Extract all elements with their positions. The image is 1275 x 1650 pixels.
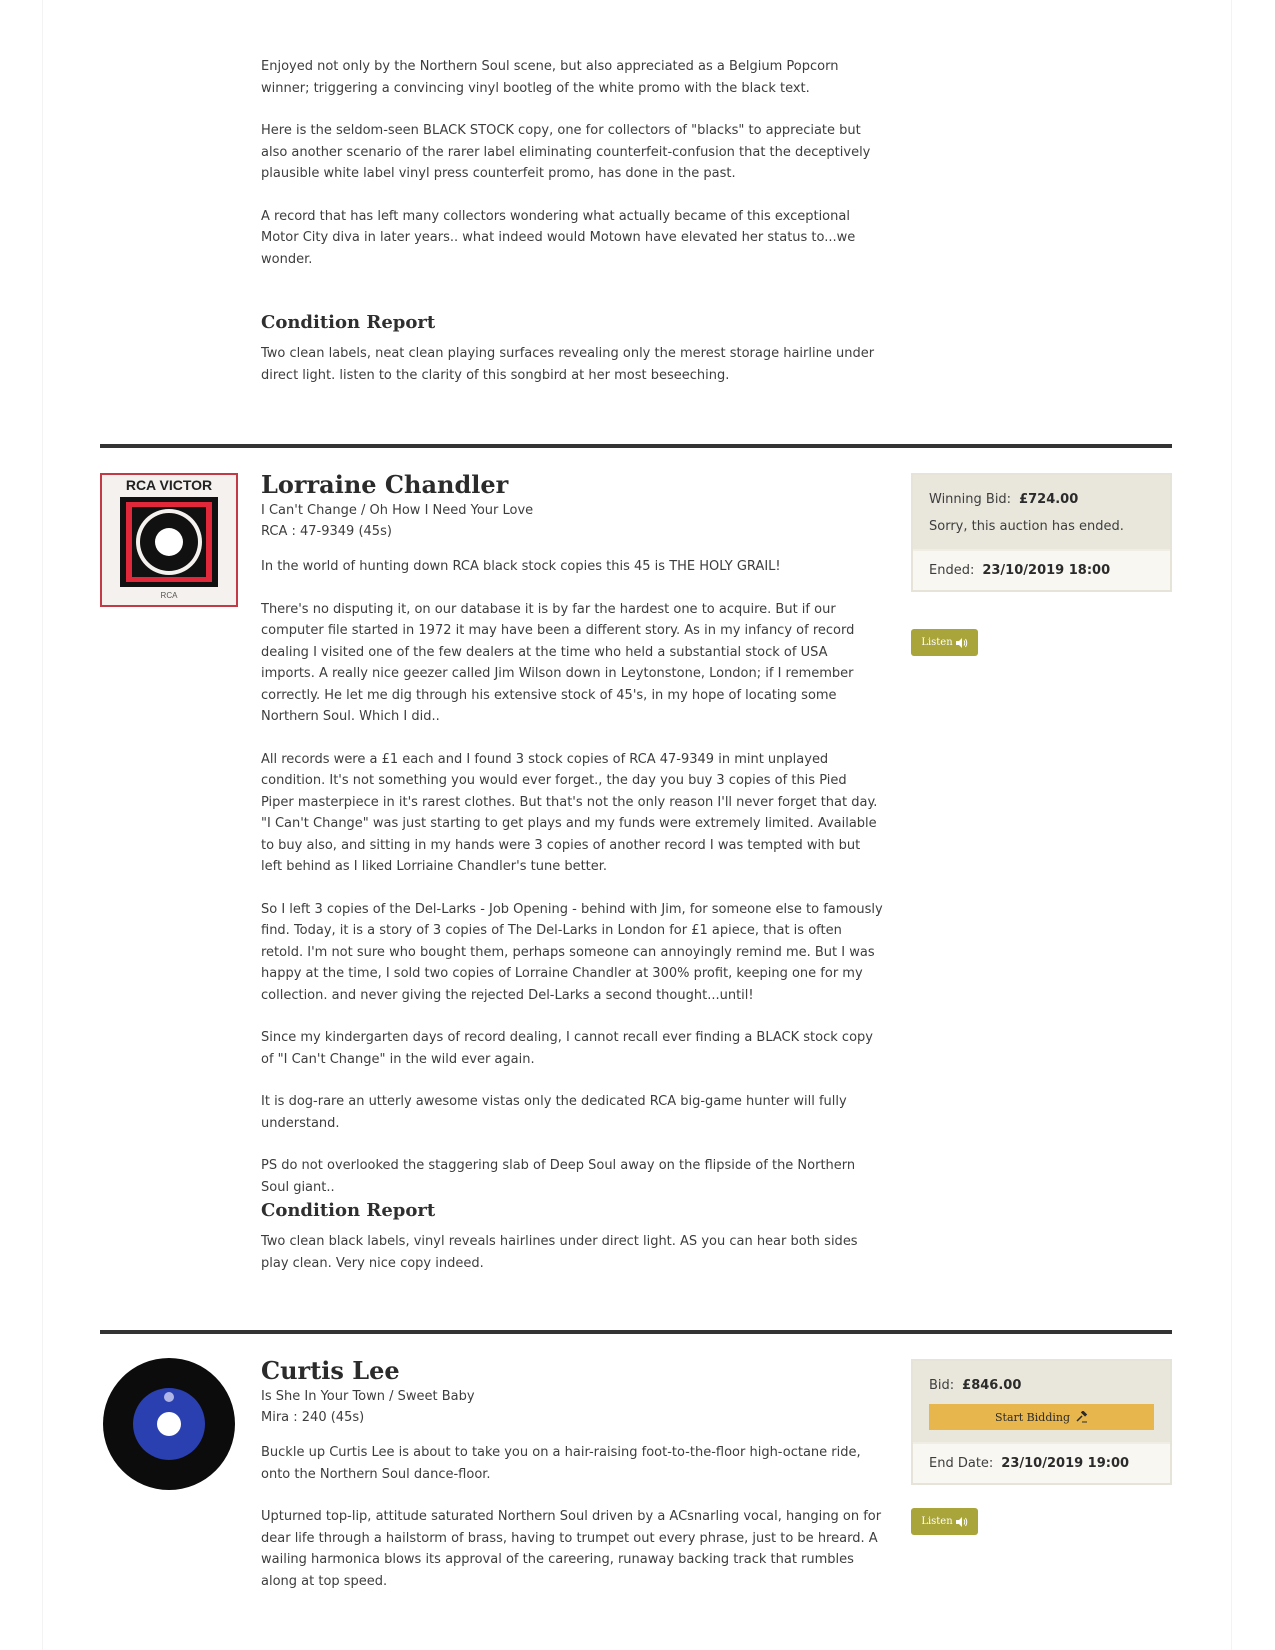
- description-paragraph: Upturned top-lip, attitude saturated Northern Soul driven by a ACsnarling vocal, hanging on for dear life through a hailstorm of brass, having to trumpet out every phrase, just to be hreard. A wailing harmonica blows its approval of the careering, runaway backing track that rumbles along at top speed.: [261, 1509, 882, 1589]
- listen-label: Listen: [921, 637, 953, 648]
- condition-report-text: Two clean black labels, vinyl reveals hairlines under direct light. AS you can hear both sides play clean. Very nice copy indeed.: [261, 1234, 858, 1271]
- lot-header-lorraine-chandler: [261, 470, 883, 542]
- condition-report-title: Condition Report: [261, 1200, 436, 1221]
- ended-value: 23/10/2019 18:00: [982, 563, 1111, 578]
- condition-report-text: Two clean labels, neat clean playing surfaces revealing only the merest storage hairline under direct light. listen to the clarity of this songbird at her most beseeching.: [261, 346, 875, 383]
- current-bid-row: [929, 1375, 1154, 1396]
- previous-condition-report: [261, 312, 883, 407]
- lot-divider: [100, 1330, 1172, 1334]
- svg-text:RCA VICTOR: RCA VICTOR: [125, 477, 213, 493]
- start-bidding-button[interactable]: [929, 1404, 1154, 1430]
- condition-report: [261, 1200, 883, 1295]
- lot-divider: [100, 444, 1172, 448]
- gavel-icon: [1076, 1411, 1088, 1423]
- rca-sleeve-image: [100, 473, 238, 607]
- description-paragraph: PS do not overlooked the staggering slab of Deep Soul away on the flipside of the Northern Soul giant..: [261, 1158, 856, 1195]
- description-paragraph: So I left 3 copies of the Del-Larks - Job Opening - behind with Jim, for someone else to famously find. Today, it is a story of 3 copies of The Del-Larks in London for £1 apiece, that is often retold. I'm not sure who bought them, perhaps someone can annoyingly remind me. But I was happy at the time, I sold two copies of Lorraine Chandler at 300% profit, keeping one for my collection. and never giving the rejected Del-Larks a second thought...until!: [261, 901, 883, 1003]
- lot-description: [261, 1442, 883, 1613]
- winning-bid-amount: £724.00: [1019, 492, 1079, 507]
- end-date-row: [913, 549, 1170, 590]
- end-date-value: 23/10/2019 19:00: [1001, 1456, 1130, 1471]
- mira-record-image: [100, 1357, 238, 1491]
- lot-header-curtis-lee: [261, 1356, 883, 1428]
- condition-report-title: Condition Report: [261, 312, 436, 333]
- previous-lot-description: [261, 56, 883, 291]
- lot-description: [261, 556, 883, 1219]
- speaker-icon: [956, 638, 968, 648]
- bidding-panel: [911, 1359, 1172, 1485]
- winning-bid-row: [929, 489, 1154, 510]
- auction-status-panel: [911, 473, 1172, 592]
- listen-button[interactable]: [911, 629, 978, 656]
- record-titles: I Can't Change / Oh How I Need Your Love: [261, 503, 534, 518]
- description-paragraph: There's no disputing it, on our database it is by far the hardest one to acquire. But if our computer file started in 1972 it may have been a different story. As in my infancy of record dealing I visited one of the few dealers at the time who held a substantial stock of USA imports. A really nice geezer called Jim Wilson down in Leytonstone, London; if I remember correctly. He let me dig through his extensive stock of 45's, in my hope of locating some Northern Soul. Which I did..: [261, 601, 855, 724]
- description-paragraph: Here is the seldom-seen BLACK STOCK copy, one for collectors of "blacks" to appreciate but also another scenario of the rarer label eliminating counterfeit-confusion that the deceptively plausible white label vinyl press counterfeit promo, has done in the past.: [261, 123, 871, 181]
- speaker-icon: [956, 1517, 968, 1527]
- end-date-row: [913, 1442, 1170, 1483]
- description-paragraph: A record that has left many collectors wondering what actually became of this exceptional Motor City diva in later years.. what indeed would Motown have elevated her status to...we wonder.: [261, 208, 856, 267]
- bid-amount: £846.00: [962, 1378, 1022, 1393]
- record-sleeve-thumbnail[interactable]: [100, 473, 238, 607]
- description-paragraph: Buckle up Curtis Lee is about to take you on a hair-raising foot-to-the-floor high-octane ride, onto the Northern Soul dance-floor.: [261, 1445, 861, 1482]
- record-titles: Is She In Your Town / Sweet Baby: [261, 1389, 475, 1404]
- description-paragraph: In the world of hunting down RCA black stock copies this 45 is THE HOLY GRAIL!: [261, 559, 781, 574]
- listen-button[interactable]: [911, 1508, 978, 1535]
- description-paragraph: Since my kindergarten days of record dealing, I cannot recall ever finding a BLACK stock copy of "I Can't Change" in the wild ever again.: [261, 1030, 873, 1067]
- label-catalog-number: RCA : 47-9349 (45s): [261, 524, 392, 539]
- record-thumbnail[interactable]: [100, 1357, 238, 1491]
- description-paragraph: All records were a £1 each and I found 3 stock copies of RCA 47-9349 in mint unplayed condition. It's not something you would ever forget., the day you buy 3 copies of this Pied Piper masterpiece in it's rarest clothes. But that's not the only reason I'll never forget that day. "I Can't Change" was just starting to get plays and my funds were extremely limited. Available to buy also, and sitting in my hands were 3 copies of another record I was tempted with but left behind as I liked Lorriaine Chandler's tune better.: [261, 751, 878, 874]
- listen-label: Listen: [921, 1516, 953, 1527]
- ended-label: Ended:: [929, 563, 975, 578]
- bid-label: Bid:: [929, 1378, 955, 1393]
- description-paragraph: It is dog-rare an utterly awesome vistas only the dedicated RCA big-game hunter will fully understand.: [261, 1094, 847, 1131]
- description-paragraph: Enjoyed not only by the Northern Soul scene, but also appreciated as a Belgium Popcorn winner; triggering a convincing vinyl bootleg of the white promo with the black text.: [261, 59, 839, 96]
- auction-ended-message: Sorry, this auction has ended.: [929, 519, 1124, 534]
- start-bidding-label: Start Bidding: [994, 1410, 1071, 1424]
- end-date-label: End Date:: [929, 1456, 994, 1471]
- svg-text:RCA: RCA: [160, 591, 178, 600]
- winning-bid-label: Winning Bid:: [929, 492, 1012, 507]
- artist-name: Lorraine Chandler: [261, 470, 509, 499]
- label-catalog-number: Mira : 240 (45s): [261, 1410, 365, 1425]
- artist-name: Curtis Lee: [261, 1356, 400, 1385]
